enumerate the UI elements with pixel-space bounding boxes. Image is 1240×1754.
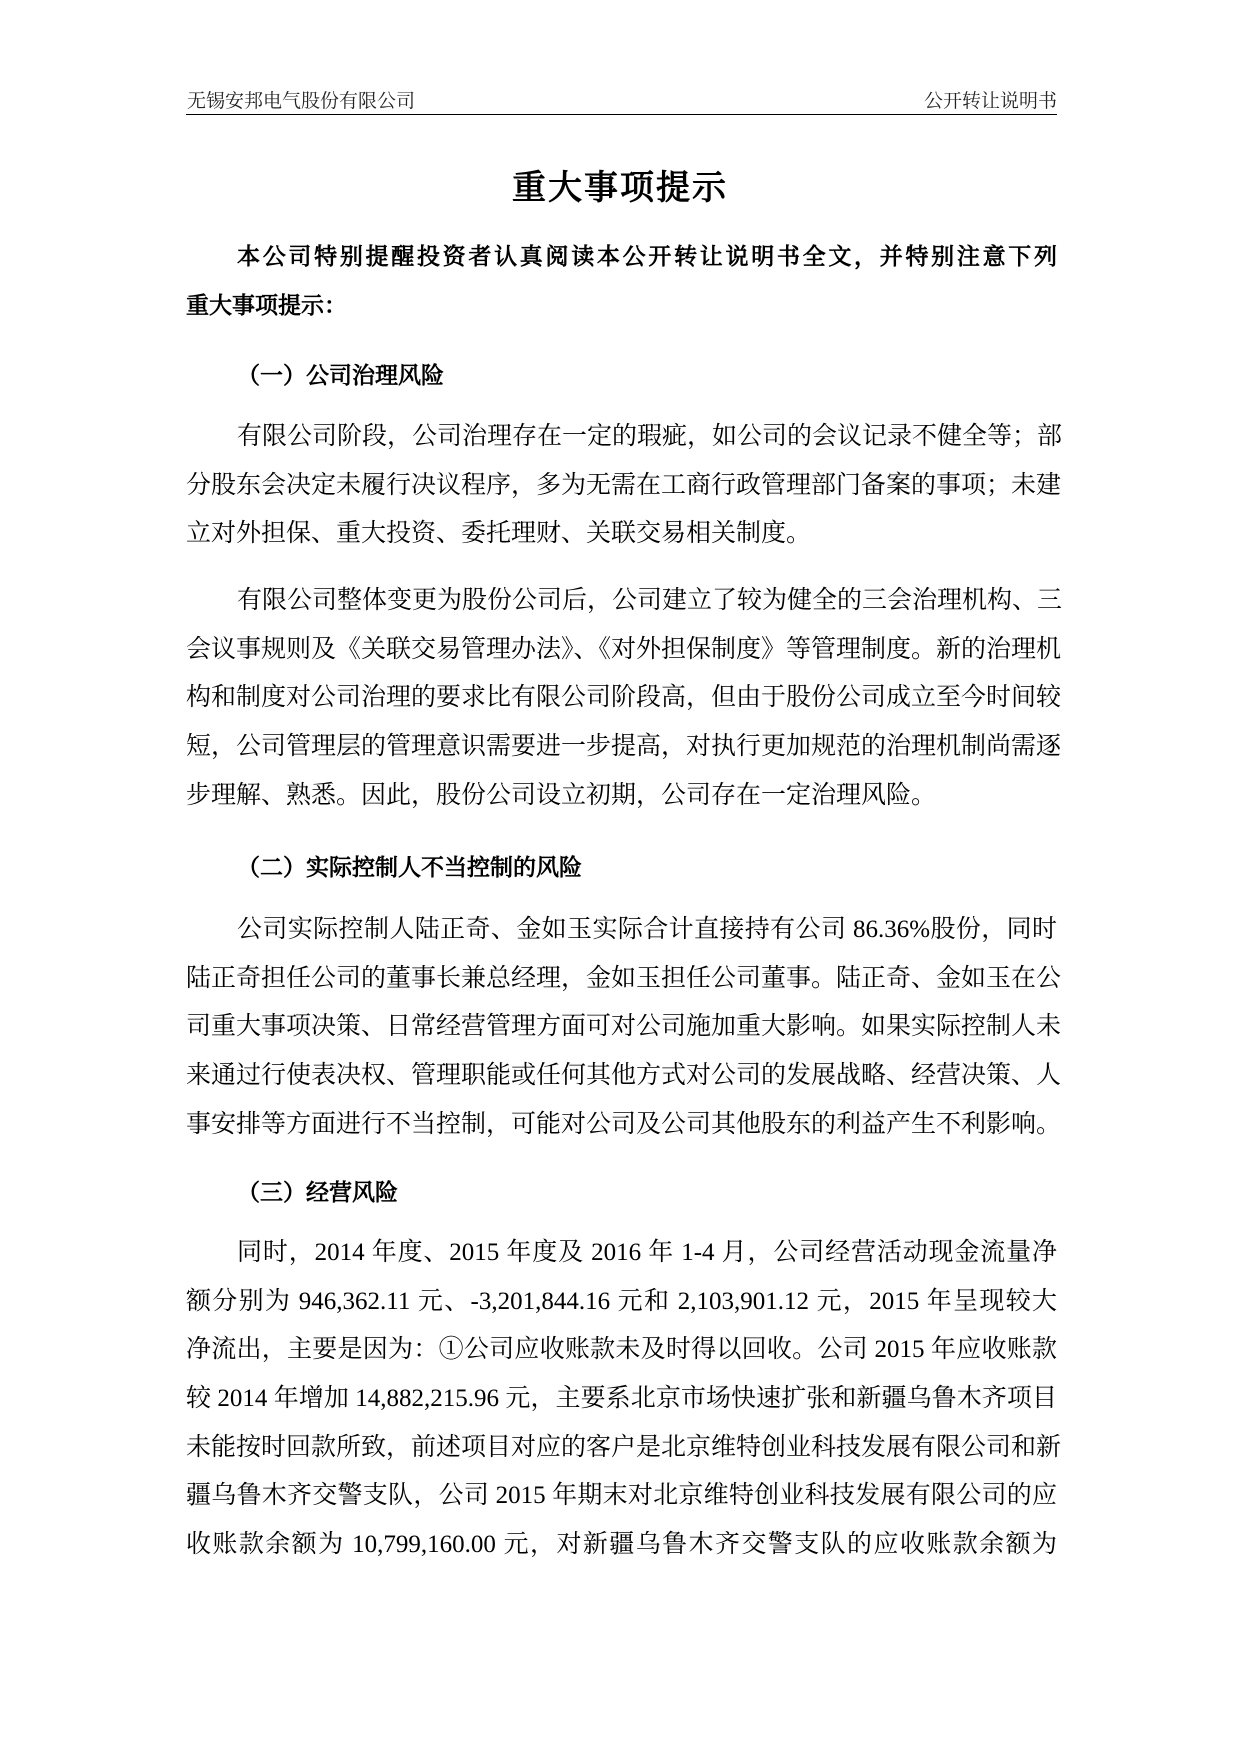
paragraph-line: 立对外担保、重大投资、委托理财、关联交易相关制度。 xyxy=(186,520,812,548)
paragraph-line: 分股东会决定未履行决议程序，多为无需在工商行政管理部门备案的事项；未建 xyxy=(186,471,1062,499)
paragraph-line: 来通过行使表决权、管理职能或任何其他方式对公司的发展战略、经营决策、人 xyxy=(186,1062,1062,1090)
paragraph-line: 有限公司整体变更为股份公司后，公司建立了较为健全的三会治理机构、三 xyxy=(237,587,1063,614)
paragraph-line: 额分别为 946,362.11 元、-3,201,844.16 元和 2,103,901.12 元，2015 年呈现较大 xyxy=(186,1287,1057,1315)
paragraph xyxy=(186,906,1062,1149)
header-divider xyxy=(186,114,1057,115)
intro-paragraph xyxy=(186,233,1057,330)
intro-line: 本公司特别提醒投资者认真阅读本公开转让说明书全文，并特别注意下列 xyxy=(237,244,1057,270)
section-heading-governance: （一）公司治理风险 xyxy=(237,363,444,389)
paragraph-line: 疆乌鲁木齐交警支队，公司 2015 年期末对北京维特创业科技发展有限公司的应 xyxy=(186,1482,1057,1510)
paragraph-line: 短，公司管理层的管理意识需要进一步提高，对执行更加规范的治理机制尚需逐 xyxy=(186,733,1062,761)
paragraph-line: 司重大事项决策、日常经营管理方面可对公司施加重大影响。如果实际控制人未 xyxy=(186,1013,1062,1041)
paragraph-line: 净流出，主要是因为：①公司应收账款未及时得以回收。公司 2015 年应收账款 xyxy=(186,1336,1057,1364)
paragraph-line: 有限公司阶段，公司治理存在一定的瑕疵，如公司的会议记录不健全等；部 xyxy=(237,423,1063,450)
paragraph-line: 较 2014 年增加 14,882,215.96 元，主要系北京市场快速扩张和新疆乌鲁木齐项目 xyxy=(186,1385,1057,1413)
paragraph-line: 公司实际控制人陆正奇、金如玉实际合计直接持有公司 86.36%股份，同时 xyxy=(237,916,1057,943)
section-heading-operations: （三）经营风险 xyxy=(237,1180,398,1206)
paragraph-line: 步理解、熟悉。因此，股份公司设立初期，公司存在一定治理风险。 xyxy=(186,781,937,809)
paragraph-line: 未能按时回款所致，前述项目对应的客户是北京维特创业科技发展有限公司和新 xyxy=(186,1433,1062,1461)
paragraph-line: 收账款余额为 10,799,160.00 元，对新疆乌鲁木齐交警支队的应收账款余额为 xyxy=(186,1531,1057,1559)
paragraph-line: 陆正奇担任公司的董事长兼总经理，金如玉担任公司董事。陆正奇、金如玉在公 xyxy=(186,964,1062,992)
paragraph xyxy=(186,577,1063,820)
paragraph-line: 事安排等方面进行不当控制，可能对公司及公司其他股东的利益产生不利影响。 xyxy=(186,1110,1062,1138)
paragraph xyxy=(186,1229,1062,1570)
page-title: 重大事项提示 xyxy=(512,168,728,208)
paragraph-line: 会议事规则及《关联交易管理办法》、《对外担保制度》等管理制度。新的治理机 xyxy=(186,635,1062,663)
paragraph-line: 构和制度对公司治理的要求比有限公司阶段高，但由于股份公司成立至今时间较 xyxy=(186,684,1062,712)
header-doc-type: 公开转让说明书 xyxy=(923,91,1057,112)
header-company: 无锡安邦电气股份有限公司 xyxy=(187,91,416,112)
paragraph-line: 同时，2014 年度、2015 年度及 2016 年 1-4 月，公司经营活动现金流量净 xyxy=(237,1239,1057,1266)
section-heading-control: （二）实际控制人不当控制的风险 xyxy=(237,855,582,881)
paragraph xyxy=(186,413,1063,559)
intro-line: 重大事项提示： xyxy=(186,292,347,319)
